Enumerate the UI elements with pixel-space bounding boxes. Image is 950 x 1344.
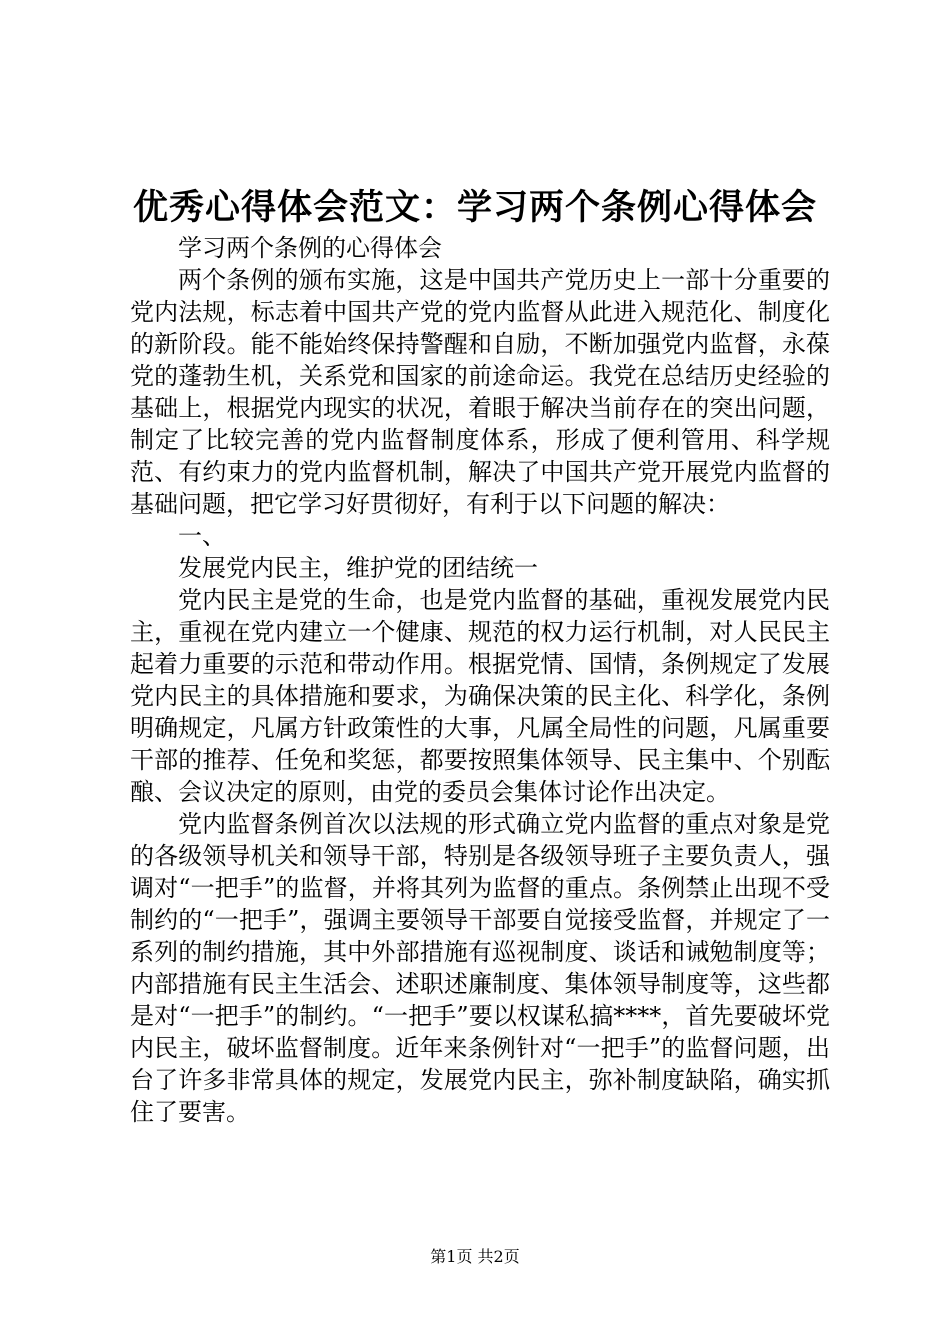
section-heading: 学习两个条例的心得体会: [178, 234, 442, 262]
subsection-heading: 发展党内民主，维护党的团结统一: [178, 554, 538, 582]
document-title: 优秀心得体会范文：学习两个条例心得体会: [132, 187, 817, 228]
paragraph-democracy: 党内民主是党的生命，也是党内监督的基础，重视发展党内民主，重视在党内建立一个健康、规范的权力运行机制，对人民民主起着力重要的示范和带动作用。根据党情、国情，条例规定了发展党内民主的具体措施和要求，为确保决策的民主化、科学化，条例明确规定，凡属方针政策性的大事，凡属全局性的问题，凡属重要干部的推荐、任免和奖惩，都要按照集体领导、民主集中、个别酝酿、会议决定的原则，由党的委员会集体讨论作出决定。: [130, 586, 830, 806]
list-marker: 一、: [178, 522, 226, 550]
document-body: [130, 232, 830, 1128]
paragraph-intro: 两个条例的颁布实施，这是中国共产党历史上一部十分重要的党内法规，标志着中国共产党的党内监督从此进入规范化、制度化的新阶段。能不能始终保持警醒和自励，不断加强党内监督，永葆党的蓬勃生机，关系党和国家的前途命运。我党在总结历史经验的基础上，根据党内现实的状况，着眼于解决当前存在的突出问题，制定了比较完善的党内监督制度体系，形成了便利管用、科学规范、有约束力的党内监督机制，解决了中国共产党开展党内监督的基础问题，把它学习好贯彻好，有利于以下问题的解决：: [130, 266, 830, 518]
paragraph-supervision: 党内监督条例首次以法规的形式确立党内监督的重点对象是党的各级领导机关和领导干部，特别是各级领导班子主要负责人，强调对“一把手”的监督，并将其列为监督的重点。条例禁止出现不受制约的“一把手”，强调主要领导干部要自觉接受监督，并规定了一系列的制约措施，其中外部措施有巡视制度、谈话和诫勉制度等；内部措施有民主生活会、述职述廉制度、集体领导制度等，这些都是对“一把手”的制约。“一把手”要以权谋私搞****，首先要破坏党内民主，破坏监督制度。近年来条例针对“一把手”的监督问题，出台了许多非常具体的规定，发展党内民主，弥补制度缺陷，确实抓住了要害。: [130, 810, 830, 1126]
page-number-footer: 第1页 共2页: [430, 1247, 520, 1266]
